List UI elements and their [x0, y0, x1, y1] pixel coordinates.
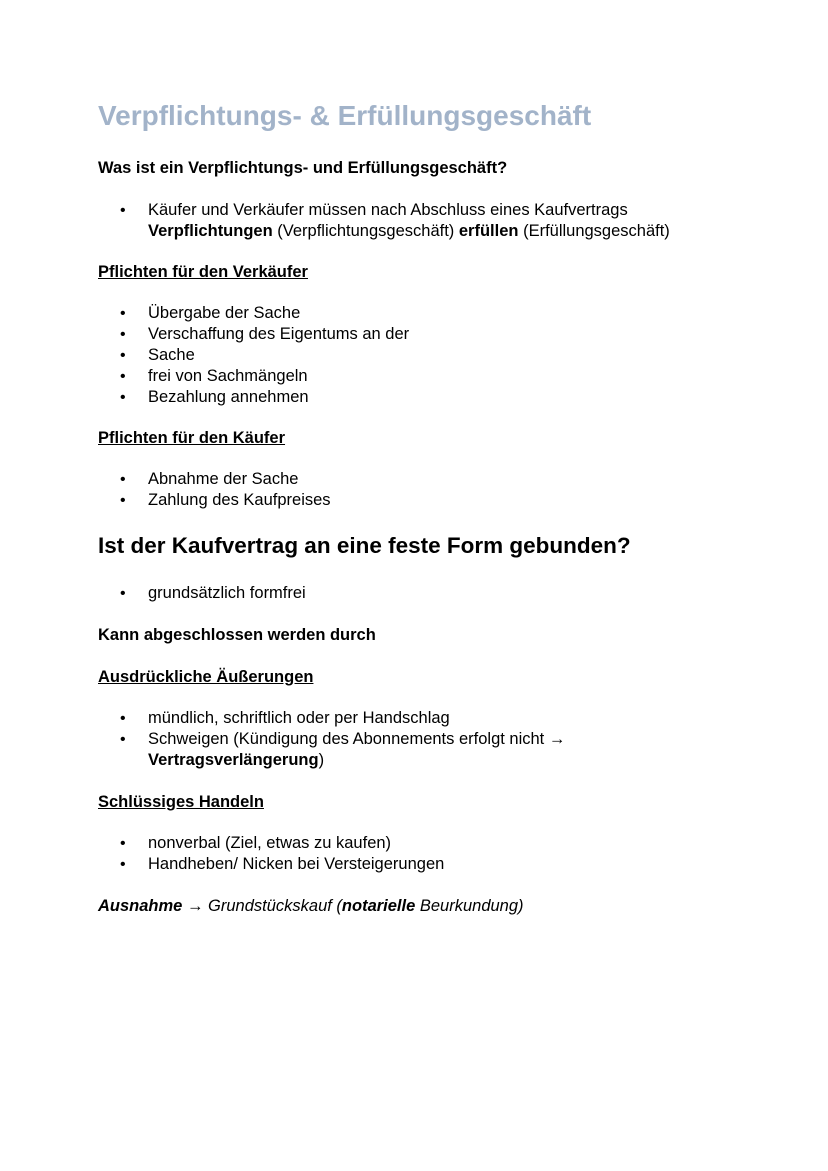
bullet-icon: • — [120, 368, 126, 385]
list-item — [98, 345, 409, 366]
bullet-icon: • — [120, 856, 126, 873]
definition-bold-2: erfüllen — [458, 222, 519, 240]
list-item — [98, 708, 565, 729]
bullet-icon: • — [120, 835, 126, 852]
list-item-continuation — [98, 750, 565, 771]
list-item — [98, 729, 565, 750]
list-item — [98, 833, 444, 854]
list-item — [98, 303, 409, 324]
bullet-icon: • — [120, 710, 126, 727]
implied-item: nonverbal (Ziel, etwas zu kaufen) — [148, 834, 392, 852]
express-list — [98, 708, 565, 771]
seller-item: Übergabe der Sache — [148, 304, 301, 322]
bullet-icon: • — [120, 389, 126, 406]
bullet-icon: • — [120, 731, 126, 748]
bullet-icon: • — [120, 326, 126, 343]
express-item-end: ) — [318, 751, 325, 769]
definition-mid: (Verpflichtungsgeschäft) — [272, 222, 459, 240]
bullet-icon: • — [120, 471, 126, 488]
implied-list — [98, 833, 444, 875]
list-item — [98, 366, 409, 387]
list-item — [98, 490, 331, 511]
list-item — [98, 200, 670, 221]
express-item: mündlich, schriftlich oder per Handschlag — [148, 709, 450, 727]
list-item — [98, 387, 409, 408]
seller-item: Sache — [148, 346, 195, 364]
seller-item: Verschaffung des Eigentums an der — [148, 325, 410, 343]
express-heading: Ausdrückliche Äußerungen — [98, 668, 314, 686]
definition-bold-1: Verpflichtungen — [148, 222, 273, 240]
definition-list — [98, 200, 670, 242]
bullet-icon: • — [120, 305, 126, 322]
conclusion-heading: Kann abgeschlossen werden durch — [98, 626, 376, 644]
question-heading: Was ist ein Verpflichtungs- und Erfüllungsgeschäft? — [98, 159, 508, 177]
exception-label: Ausnahme — [98, 897, 183, 915]
list-item — [98, 324, 409, 345]
seller-heading: Pflichten für den Verkäufer — [98, 263, 308, 281]
definition-line-1: Käufer und Verkäufer müssen nach Abschluss eines Kaufvertrags — [148, 201, 628, 219]
form-item: grundsätzlich formfrei — [148, 584, 306, 602]
buyer-item: Abnahme der Sache — [148, 470, 299, 488]
definition-end: (Erfüllungsgeschäft) — [518, 222, 670, 240]
page-title: Verpflichtungs- & Erfüllungsgeschäft — [98, 100, 592, 131]
list-item-continuation — [98, 221, 670, 242]
exception-bold: notarielle — [341, 897, 416, 915]
seller-item: Bezahlung annehmen — [148, 388, 309, 406]
exception-line — [98, 896, 524, 917]
list-item — [98, 469, 331, 490]
implied-item: Handheben/ Nicken bei Versteigerungen — [148, 855, 445, 873]
seller-item: frei von Sachmängeln — [148, 367, 308, 385]
express-item: Schweigen (Kündigung des Abonnements erfolgt nicht → — [148, 730, 566, 748]
buyer-heading: Pflichten für den Käufer — [98, 429, 286, 447]
buyer-item: Zahlung des Kaufpreises — [148, 491, 331, 509]
bullet-icon: • — [120, 492, 126, 509]
express-item-bold: Vertragsverlängerung — [148, 751, 319, 769]
form-list — [98, 583, 306, 604]
implied-heading: Schlüssiges Handeln — [98, 793, 264, 811]
list-item — [98, 854, 444, 875]
seller-list — [98, 303, 409, 408]
list-item — [98, 583, 306, 604]
buyer-list — [98, 469, 331, 511]
bullet-icon: • — [120, 585, 126, 602]
exception-text: → Grundstückskauf ( — [182, 897, 342, 915]
bullet-icon: • — [120, 347, 126, 364]
exception-end: Beurkundung) — [415, 897, 524, 915]
bullet-icon: • — [120, 202, 126, 219]
form-heading: Ist der Kaufvertrag an eine feste Form gebunden? — [98, 533, 631, 558]
